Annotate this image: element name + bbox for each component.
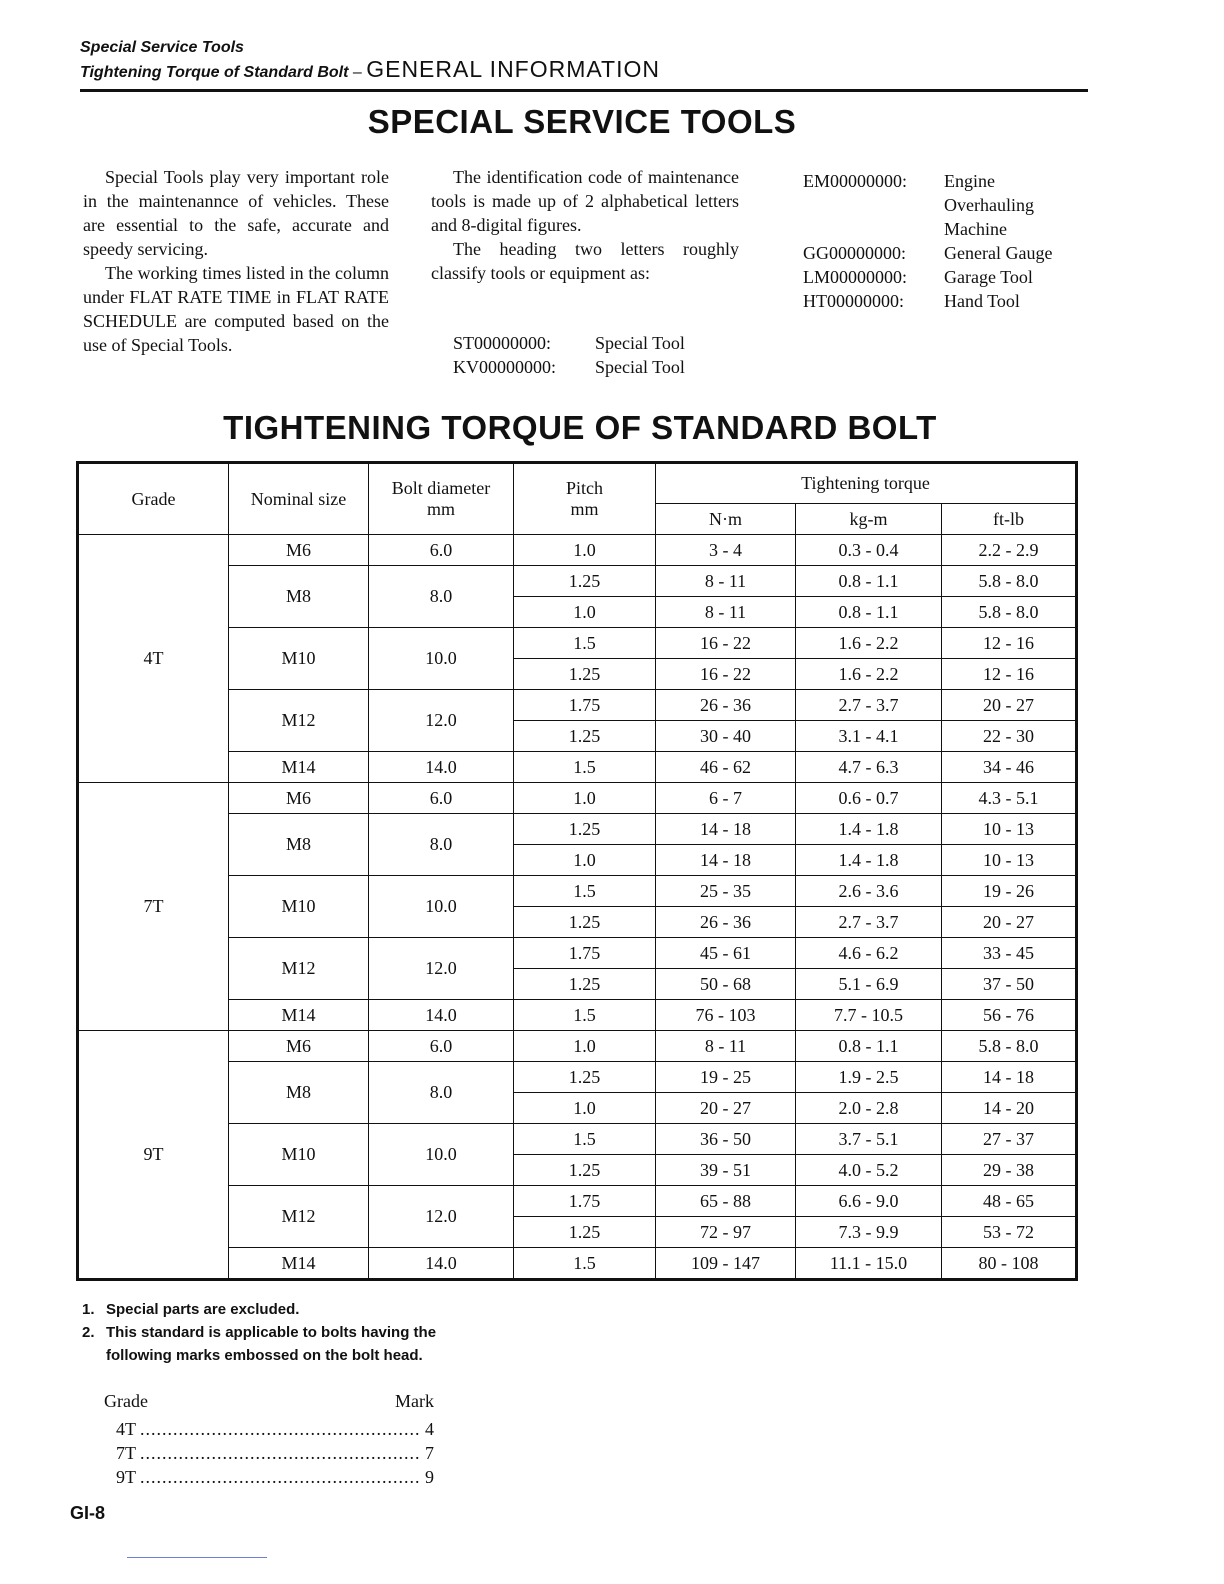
footer-rule xyxy=(127,1557,267,1558)
paragraph: The heading two letters roughly classify tools or equipment as: xyxy=(431,239,739,283)
code-row xyxy=(803,289,1103,313)
bolt-diameter-cell: 6.0 xyxy=(369,1031,514,1062)
torque-table xyxy=(78,463,1076,1279)
table-row xyxy=(79,628,1076,659)
bolt-diameter-cell: 12.0 xyxy=(369,1186,514,1248)
torque-kgm-cell: 0.8 - 1.1 xyxy=(796,597,942,628)
torque-nm-cell: 6 - 7 xyxy=(656,783,796,814)
grade-value: 9T xyxy=(116,1467,136,1487)
table-row xyxy=(79,535,1076,566)
table-row xyxy=(79,938,1076,969)
note-text: Special parts are excluded. xyxy=(106,1301,300,1318)
pitch-cell: 1.75 xyxy=(514,938,656,969)
code: ST00000000: xyxy=(453,333,552,353)
header-line1: Special Service Tools xyxy=(80,39,244,56)
nominal-size-cell: M12 xyxy=(229,1186,369,1248)
torque-ftlb-cell: 10 - 13 xyxy=(942,845,1076,876)
pitch-cell: 1.25 xyxy=(514,969,656,1000)
nominal-size-cell: M6 xyxy=(229,783,369,814)
torque-nm-cell: 30 - 40 xyxy=(656,721,796,752)
nominal-size-cell: M10 xyxy=(229,876,369,938)
paragraph: Special Tools play very important role in the maintenannce of vehicles. These are essential to the safe, accurate and speedy servicing. xyxy=(83,167,389,259)
header-grade: Grade xyxy=(79,464,229,535)
pitch-cell: 1.0 xyxy=(514,535,656,566)
bolt-diameter-cell: 6.0 xyxy=(369,783,514,814)
code-row xyxy=(803,169,1103,241)
bolt-diameter-cell: 12.0 xyxy=(369,938,514,1000)
torque-ftlb-cell: 14 - 18 xyxy=(942,1062,1076,1093)
torque-kgm-cell: 0.3 - 0.4 xyxy=(796,535,942,566)
special-tools-title: SPECIAL SERVICE TOOLS xyxy=(367,103,797,140)
leader-dots xyxy=(140,1441,421,1465)
header-nm: N·m xyxy=(656,504,796,535)
torque-nm-cell: 65 - 88 xyxy=(656,1186,796,1217)
header-section: GENERAL INFORMATION xyxy=(366,56,660,82)
pitch-cell: 1.25 xyxy=(514,907,656,938)
torque-nm-cell: 26 - 36 xyxy=(656,907,796,938)
pitch-cell: 1.5 xyxy=(514,628,656,659)
torque-ftlb-cell: 33 - 45 xyxy=(942,938,1076,969)
notes xyxy=(82,1298,502,1367)
torque-kgm-cell: 1.9 - 2.5 xyxy=(796,1062,942,1093)
torque-nm-cell: 8 - 11 xyxy=(656,597,796,628)
torque-kgm-cell: 5.1 - 6.9 xyxy=(796,969,942,1000)
grade-cell: 7T xyxy=(79,783,229,1031)
pitch-cell: 1.5 xyxy=(514,1248,656,1279)
torque-ftlb-cell: 20 - 27 xyxy=(942,907,1076,938)
pitch-cell: 1.25 xyxy=(514,721,656,752)
nominal-size-cell: M10 xyxy=(229,628,369,690)
torque-nm-cell: 45 - 61 xyxy=(656,938,796,969)
torque-ftlb-cell: 80 - 108 xyxy=(942,1248,1076,1279)
bolt-diameter-cell: 14.0 xyxy=(369,1248,514,1279)
torque-ftlb-cell: 5.8 - 8.0 xyxy=(942,597,1076,628)
pitch-cell: 1.5 xyxy=(514,752,656,783)
code: KV00000000: xyxy=(453,357,556,377)
table-row xyxy=(79,752,1076,783)
pitch-cell: 1.75 xyxy=(514,1186,656,1217)
torque-kgm-cell: 1.6 - 2.2 xyxy=(796,659,942,690)
torque-kgm-cell: 2.6 - 3.6 xyxy=(796,876,942,907)
code: HT00000000: xyxy=(803,291,904,311)
torque-nm-cell: 8 - 11 xyxy=(656,566,796,597)
pitch-cell: 1.0 xyxy=(514,1031,656,1062)
torque-ftlb-cell: 22 - 30 xyxy=(942,721,1076,752)
torque-nm-cell: 76 - 103 xyxy=(656,1000,796,1031)
torque-kgm-cell: 1.4 - 1.8 xyxy=(796,845,942,876)
bolt-diameter-cell: 10.0 xyxy=(369,1124,514,1186)
torque-ftlb-cell: 37 - 50 xyxy=(942,969,1076,1000)
bolt-diameter-cell: 14.0 xyxy=(369,752,514,783)
page-number: GI-8 xyxy=(70,1503,106,1523)
torque-nm-cell: 46 - 62 xyxy=(656,752,796,783)
mark-value: 7 xyxy=(425,1443,434,1463)
nominal-size-cell: M12 xyxy=(229,690,369,752)
torque-nm-cell: 8 - 11 xyxy=(656,1031,796,1062)
bolt-diameter-cell: 10.0 xyxy=(369,876,514,938)
leader-dots xyxy=(140,1465,421,1489)
code-desc: Garage Tool xyxy=(944,267,1033,287)
header-nominal-size: Nominal size xyxy=(229,464,369,535)
nominal-size-cell: M14 xyxy=(229,752,369,783)
torque-kgm-cell: 2.7 - 3.7 xyxy=(796,907,942,938)
nominal-size-cell: M14 xyxy=(229,1000,369,1031)
torque-nm-cell: 25 - 35 xyxy=(656,876,796,907)
torque-kgm-cell: 6.6 - 9.0 xyxy=(796,1186,942,1217)
nominal-size-cell: M8 xyxy=(229,814,369,876)
pitch-cell: 1.25 xyxy=(514,659,656,690)
note-number: 1. xyxy=(82,1301,95,1318)
pitch-cell: 1.25 xyxy=(514,566,656,597)
code-row xyxy=(431,331,739,355)
header-bolt-diameter-unit: mm xyxy=(426,499,455,519)
grade-cell: 9T xyxy=(79,1031,229,1279)
torque-kgm-cell: 7.3 - 9.9 xyxy=(796,1217,942,1248)
special-tools-col1 xyxy=(83,165,389,357)
grade-marks-header xyxy=(104,1389,434,1413)
torque-kgm-cell: 1.6 - 2.2 xyxy=(796,628,942,659)
nominal-size-cell: M6 xyxy=(229,535,369,566)
code-desc: Hand Tool xyxy=(944,291,1020,311)
torque-nm-cell: 109 - 147 xyxy=(656,1248,796,1279)
torque-ftlb-cell: 53 - 72 xyxy=(942,1217,1076,1248)
code-row xyxy=(803,241,1103,265)
header-subtitle: Tightening Torque of Standard Bolt xyxy=(80,64,349,81)
torque-ftlb-cell: 12 - 16 xyxy=(942,628,1076,659)
torque-kgm-cell: 4.0 - 5.2 xyxy=(796,1155,942,1186)
note-item xyxy=(82,1298,502,1321)
torque-nm-cell: 20 - 27 xyxy=(656,1093,796,1124)
torque-kgm-cell: 2.0 - 2.8 xyxy=(796,1093,942,1124)
bolt-diameter-cell: 8.0 xyxy=(369,566,514,628)
torque-ftlb-cell: 27 - 37 xyxy=(942,1124,1076,1155)
header-bolt-diameter xyxy=(369,464,514,535)
table-row xyxy=(79,1248,1076,1279)
code-desc: Special Tool xyxy=(595,357,685,377)
table-row xyxy=(79,1000,1076,1031)
table-row xyxy=(79,783,1076,814)
torque-ftlb-cell: 19 - 26 xyxy=(942,876,1076,907)
torque-ftlb-cell: 12 - 16 xyxy=(942,659,1076,690)
torque-nm-cell: 16 - 22 xyxy=(656,659,796,690)
pitch-cell: 1.75 xyxy=(514,690,656,721)
torque-ftlb-cell: 14 - 20 xyxy=(942,1093,1076,1124)
pitch-cell: 1.0 xyxy=(514,1093,656,1124)
code-desc: Special Tool xyxy=(595,333,685,353)
torque-nm-cell: 16 - 22 xyxy=(656,628,796,659)
torque-nm-cell: 26 - 36 xyxy=(656,690,796,721)
bolt-diameter-cell: 14.0 xyxy=(369,1000,514,1031)
header-pitch xyxy=(514,464,656,535)
pitch-cell: 1.5 xyxy=(514,1124,656,1155)
grade-label: Grade xyxy=(104,1391,148,1411)
paragraph: The identification code of maintenance tools is made up of 2 alphabetical letters and 8-digital figures. xyxy=(431,167,739,235)
torque-title: TIGHTENING TORQUE OF STANDARD BOLT xyxy=(223,409,937,446)
bolt-diameter-cell: 12.0 xyxy=(369,690,514,752)
code-row xyxy=(431,355,739,379)
header-pitch-unit: mm xyxy=(570,499,599,519)
pitch-cell: 1.5 xyxy=(514,876,656,907)
pitch-cell: 1.0 xyxy=(514,845,656,876)
grade-mark-row xyxy=(104,1441,434,1465)
note-text: This standard is applicable to bolts having the following marks embossed on the bolt head. xyxy=(106,1324,437,1364)
grade-mark-row xyxy=(104,1417,434,1441)
leader-dots xyxy=(140,1417,421,1441)
torque-kgm-cell: 0.8 - 1.1 xyxy=(796,566,942,597)
table-row xyxy=(79,1124,1076,1155)
torque-nm-cell: 50 - 68 xyxy=(656,969,796,1000)
code-row xyxy=(803,265,1103,289)
pitch-cell: 1.0 xyxy=(514,783,656,814)
table-row xyxy=(79,1062,1076,1093)
torque-ftlb-cell: 2.2 - 2.9 xyxy=(942,535,1076,566)
pitch-cell: 1.5 xyxy=(514,1000,656,1031)
paragraph: The working times listed in the column under FLAT RATE TIME in FLAT RATE SCHEDULE are computed based on the use of Special Tools. xyxy=(83,263,389,355)
code-desc: General Gauge xyxy=(944,243,1053,263)
torque-kgm-cell: 3.7 - 5.1 xyxy=(796,1124,942,1155)
torque-nm-cell: 72 - 97 xyxy=(656,1217,796,1248)
torque-kgm-cell: 4.7 - 6.3 xyxy=(796,752,942,783)
nominal-size-cell: M14 xyxy=(229,1248,369,1279)
torque-kgm-cell: 11.1 - 15.0 xyxy=(796,1248,942,1279)
mark-label: Mark xyxy=(395,1391,434,1411)
pitch-cell: 1.25 xyxy=(514,1062,656,1093)
torque-ftlb-cell: 5.8 - 8.0 xyxy=(942,566,1076,597)
torque-ftlb-cell: 10 - 13 xyxy=(942,814,1076,845)
code: GG00000000: xyxy=(803,243,906,263)
torque-kgm-cell: 4.6 - 6.2 xyxy=(796,938,942,969)
pitch-cell: 1.0 xyxy=(514,597,656,628)
pitch-cell: 1.25 xyxy=(514,1155,656,1186)
torque-kgm-cell: 7.7 - 10.5 xyxy=(796,1000,942,1031)
header-tightening-torque: Tightening torque xyxy=(656,464,1076,504)
nominal-size-cell: M12 xyxy=(229,938,369,1000)
torque-nm-cell: 19 - 25 xyxy=(656,1062,796,1093)
grade-mark-row xyxy=(104,1465,434,1489)
code-list-left xyxy=(431,331,739,379)
torque-nm-cell: 3 - 4 xyxy=(656,535,796,566)
nominal-size-cell: M6 xyxy=(229,1031,369,1062)
table-row xyxy=(79,1186,1076,1217)
torque-table-body xyxy=(79,535,1076,1279)
grade-value: 7T xyxy=(116,1443,136,1463)
torque-kgm-cell: 0.6 - 0.7 xyxy=(796,783,942,814)
table-row xyxy=(79,876,1076,907)
header-kgm: kg-m xyxy=(796,504,942,535)
mark-value: 9 xyxy=(425,1467,434,1487)
header-bolt-diameter-label: Bolt diameter xyxy=(391,478,491,498)
nominal-size-cell: M8 xyxy=(229,566,369,628)
table-row xyxy=(79,814,1076,845)
torque-ftlb-cell: 20 - 27 xyxy=(942,690,1076,721)
note-number: 2. xyxy=(82,1324,95,1341)
torque-kgm-cell: 0.8 - 1.1 xyxy=(796,1031,942,1062)
torque-nm-cell: 14 - 18 xyxy=(656,814,796,845)
header-rule xyxy=(80,89,1088,92)
table-row xyxy=(79,566,1076,597)
torque-nm-cell: 39 - 51 xyxy=(656,1155,796,1186)
pitch-cell: 1.25 xyxy=(514,814,656,845)
torque-nm-cell: 36 - 50 xyxy=(656,1124,796,1155)
code: LM00000000: xyxy=(803,267,908,287)
table-row xyxy=(79,1031,1076,1062)
grade-value: 4T xyxy=(116,1419,136,1439)
bolt-diameter-cell: 8.0 xyxy=(369,1062,514,1124)
nominal-size-cell: M8 xyxy=(229,1062,369,1124)
grade-cell: 4T xyxy=(79,535,229,783)
torque-ftlb-cell: 56 - 76 xyxy=(942,1000,1076,1031)
pitch-cell: 1.25 xyxy=(514,1217,656,1248)
torque-ftlb-cell: 48 - 65 xyxy=(942,1186,1076,1217)
torque-nm-cell: 14 - 18 xyxy=(656,845,796,876)
bolt-diameter-cell: 6.0 xyxy=(369,535,514,566)
header-line2 xyxy=(80,58,1088,84)
torque-kgm-cell: 3.1 - 4.1 xyxy=(796,721,942,752)
header-ftlb: ft-lb xyxy=(942,504,1076,535)
torque-ftlb-cell: 34 - 46 xyxy=(942,752,1076,783)
special-tools-col2 xyxy=(431,165,739,379)
code-desc: Engine Overhauling Machine xyxy=(944,171,1034,239)
bolt-diameter-cell: 10.0 xyxy=(369,628,514,690)
torque-ftlb-cell: 29 - 38 xyxy=(942,1155,1076,1186)
mark-value: 4 xyxy=(425,1419,434,1439)
torque-kgm-cell: 1.4 - 1.8 xyxy=(796,814,942,845)
note-item xyxy=(82,1321,502,1367)
grade-marks xyxy=(104,1389,434,1489)
code: EM00000000: xyxy=(803,171,908,191)
bolt-diameter-cell: 8.0 xyxy=(369,814,514,876)
torque-kgm-cell: 2.7 - 3.7 xyxy=(796,690,942,721)
torque-ftlb-cell: 4.3 - 5.1 xyxy=(942,783,1076,814)
header-pitch-label: Pitch xyxy=(565,478,603,498)
page-header xyxy=(80,38,1088,84)
nominal-size-cell: M10 xyxy=(229,1124,369,1186)
table-row xyxy=(79,690,1076,721)
torque-ftlb-cell: 5.8 - 8.0 xyxy=(942,1031,1076,1062)
code-list-right xyxy=(803,169,1103,313)
header-separator: – xyxy=(348,64,367,81)
